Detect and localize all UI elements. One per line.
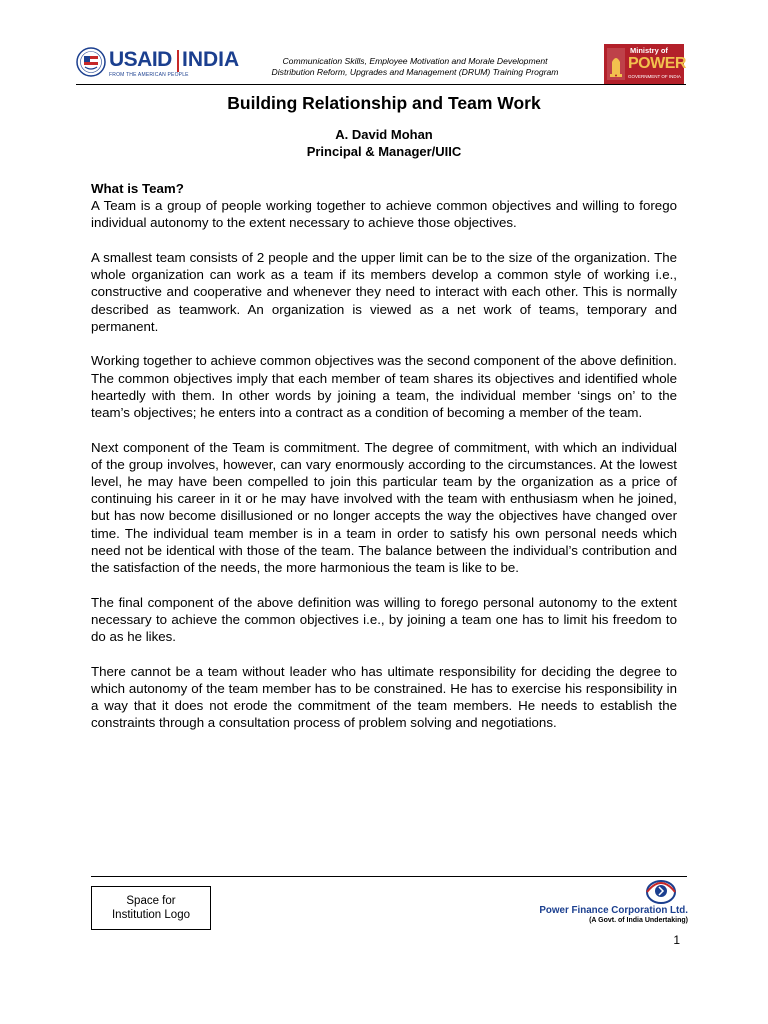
usaid-india-logo — [76, 46, 248, 84]
page-number: 1 — [673, 933, 680, 947]
usaid-country-wordmark: INDIA — [182, 48, 240, 71]
pfc-company-name: Power Finance Corporation Ltd. — [539, 905, 688, 916]
paragraph-team-size: A smallest team consists of 2 people and the upper limit can be to the size of the organization. The whole organization can work as a team if its members develop a common style of working i.e., constructive and cooperative and whenever they need to interact with each other. This is normally described as teamwork. An organization is viewed as a net work of teams, temporary and permanent. — [91, 250, 677, 334]
usaid-wordmark: USAID — [109, 48, 172, 71]
ministry-of-power-logo — [604, 44, 684, 84]
ministry-bottom-text: GOVERNMENT OF INDIA — [628, 74, 681, 79]
paragraph-autonomy: The final component of the above definition was willing to forego personal autonomy to the extent necessary to achieve the common objectives i.e., by joining a team one has to limit his freedom to do as he likes. — [91, 594, 677, 645]
ministry-power-text: POWER — [628, 55, 686, 72]
paragraph-common-objectives: Working together to achieve common objectives was the second component of the above definition. The common objectives imply that each member of team shares its objectives and identified whole heartedly with them. In other words by joining a team, the individual member ‘sings on’ to the team’s objectives; he enters into a contract as a condition of becoming a member of the team. — [91, 353, 677, 421]
section-heading: What is Team? — [91, 181, 184, 196]
program-line-1: Communication Skills, Employee Motivation and Morale Development — [282, 56, 548, 66]
program-header — [250, 56, 580, 78]
ministry-top-text: Ministry of — [630, 46, 668, 55]
header-divider — [76, 84, 686, 85]
ashoka-emblem-icon — [607, 48, 625, 80]
usaid-tagline: FROM THE AMERICAN PEOPLE — [109, 72, 189, 78]
paragraph-definition: A Team is a group of people working together to achieve common objectives and willing to forego individual autonomy to the extent necessary to achieve those objectives. — [91, 198, 677, 231]
author-name: A. David Mohan — [335, 127, 433, 142]
usaid-seal-icon — [76, 47, 106, 77]
pfc-company-subtitle: (A Govt. of India Undertaking) — [589, 917, 688, 924]
program-line-2: Distribution Reform, Upgrades and Management (DRUM) Training Program — [271, 67, 559, 77]
author-role: Principal & Manager/UIIC — [306, 144, 462, 159]
institution-box-line-1: Space for — [126, 895, 176, 907]
document-body — [91, 180, 677, 749]
logo-separator — [177, 50, 179, 72]
footer-divider — [91, 876, 687, 877]
institution-box-line-2: Institution Logo — [111, 909, 190, 921]
paragraph-commitment: Next component of the Team is commitment. The degree of commitment, with which an individual of the group involves, however, can vary enormously according to the circumstances. At the lowest level, he may have been compelled to join this particular team by the organization as a price of continuing his career in it or he may have involved with the team with enthusiasm when he joined, but has now become disillusioned or no longer accepts the way the objectives have changed over time. The individual team member is in a team in order to satisfy his own personal needs which need not be identical with those of the team. The balance between the individual’s contribution and the satisfaction of the needs, the more harmonious the team is like to be. — [91, 439, 677, 576]
pfc-emblem-icon — [638, 874, 684, 906]
institution-logo-placeholder — [91, 886, 211, 930]
document-title: Building Relationship and Team Work — [227, 93, 541, 113]
paragraph-leadership: There cannot be a team without leader who has ultimate responsibility for deciding the degree to which autonomy of the team member has to be constrained. He has to exercise his responsibility in a way that it does not erode the commitment of the team members. He needs to establish the constraints through a consultation process of problem solving and negotiations. — [91, 663, 677, 731]
